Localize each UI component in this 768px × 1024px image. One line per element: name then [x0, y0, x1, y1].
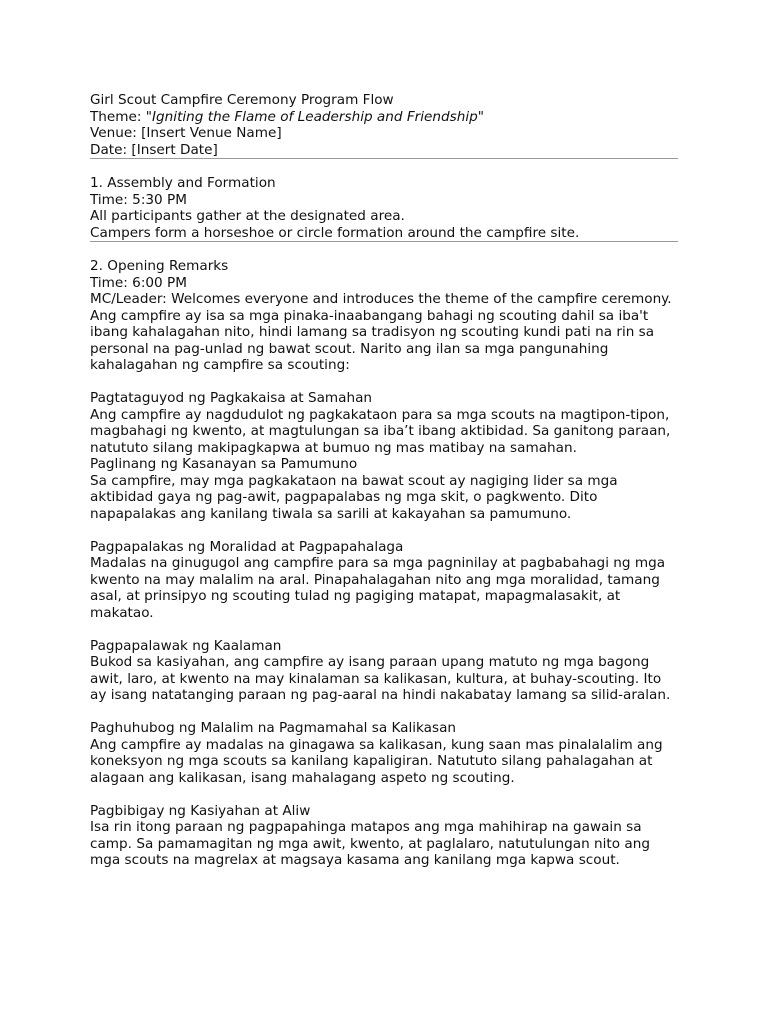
topic-body: Sa campfire, may mga pagkakataon na bawat scout ay nagiging lider sa mga aktibidad gaya ng pag-awit, pagpapalabas ng mga skit, o pagkwento. Dito napapalakas ang kanilang tiwala sa sarili at kakayahan sa pamumuno. — [90, 472, 618, 522]
mc-remarks: MC/Leader: Welcomes everyone and introduces the theme of the campfire ceremony. — [90, 291, 672, 307]
section-divider — [90, 158, 678, 159]
topic-title: Pagpapalakas ng Moralidad at Pagpapahalaga — [90, 538, 404, 555]
topic-body: Bukod sa kasiyahan, ang campfire ay isang paraan upang matuto ng mga bagong awit, laro, at kwento na may kinalaman sa kalikasan, kultura, at buhay-scouting. Ito ay isang natatanging paraan ng pag-aaral na hindi nakabatay lamang sa silid-aralan. — [90, 654, 671, 703]
section-heading: 2. Opening Remarks — [90, 258, 229, 274]
topic-body: Ang campfire ay madalas na ginagawa sa kalikasan, kung saan mas pinalalalim ang koneksyon ng mga scouts sa kanilang kapaligiran. Natututo silang pahalagahan at alagaan ang kalikasan, isang mahalagang aspeto ng scouting. — [90, 736, 663, 786]
date-line: Date: [Insert Date] — [90, 141, 218, 158]
topic-title: Pagbibigay ng Kasiyahan at Aliw — [90, 802, 311, 819]
topic-body: Isa rin itong paraan ng pagpapahinga matapos ang mga mahihirap na gawain sa camp. Sa pamamagitan ng mga awit, kwento, at paglalaro, natutulungan nito ang mga scouts na magrelax at magsaya kasama ang kanilang mga kapwa scout. — [90, 819, 650, 868]
theme-text: Igniting the Flame of Leadership and Friendship — [152, 108, 478, 125]
topic-title: Paglinang ng Kasanayan sa Pamumuno — [90, 456, 358, 472]
section-text: Campers form a horseshoe or circle formation around the campfire site. — [90, 224, 580, 241]
section-heading: 1. Assembly and Formation — [90, 175, 276, 191]
document-title: Girl Scout Campfire Ceremony Program Flow — [90, 92, 394, 108]
theme-line — [90, 109, 678, 126]
section-time: Time: 6:00 PM — [90, 274, 187, 291]
topic-body: Madalas na ginugugol ang campfire para sa mga pagninilay at pagbabahagi ng mga kwento na may malalim na aral. Pinapahalagahan nito ang mga moralidad, tamang asal, at prinsipyo ng scouting tulad ng pagiging matapat, mapagmalasakit, at makatao. — [90, 555, 666, 621]
theme-suffix: " — [477, 108, 484, 125]
topic-title: Paghuhubog ng Malalim na Pagmamahal sa Kalikasan — [90, 720, 457, 736]
section-text: All participants gather at the designated area. — [90, 208, 405, 224]
section-divider — [90, 241, 678, 242]
section-time: Time: 5:30 PM — [90, 191, 187, 208]
intro-paragraph: Ang campfire ay isa sa mga pinaka-inaabangang bahagi ng scouting dahil sa iba't ibang kahalagahan nito, hindi lamang sa tradisyon ng scouting kundi pati na rin sa personal na pag-unlad ng bawat scout. Narito ang ilan sa mga pangunahing kahalagahan ng campfire sa scouting: — [90, 307, 655, 373]
document-body — [90, 92, 678, 869]
topic-body: Ang campfire ay nagdudulot ng pagkakataon para sa mga scouts na magtipon-tipon, magbahagi ng kwento, at magtulungan sa iba’t ibang aktibidad. Sa ganitong paraan, natututo silang makipagkapwa at bumuo ng mas matibay na samahan. — [90, 406, 671, 456]
topic-title: Pagtataguyod ng Pagkakaisa at Samahan — [90, 390, 373, 406]
theme-prefix: Theme: " — [90, 108, 153, 125]
venue-line: Venue: [Insert Venue Name] — [90, 125, 282, 141]
topic-title: Pagpapalawak ng Kaalaman — [90, 637, 282, 654]
